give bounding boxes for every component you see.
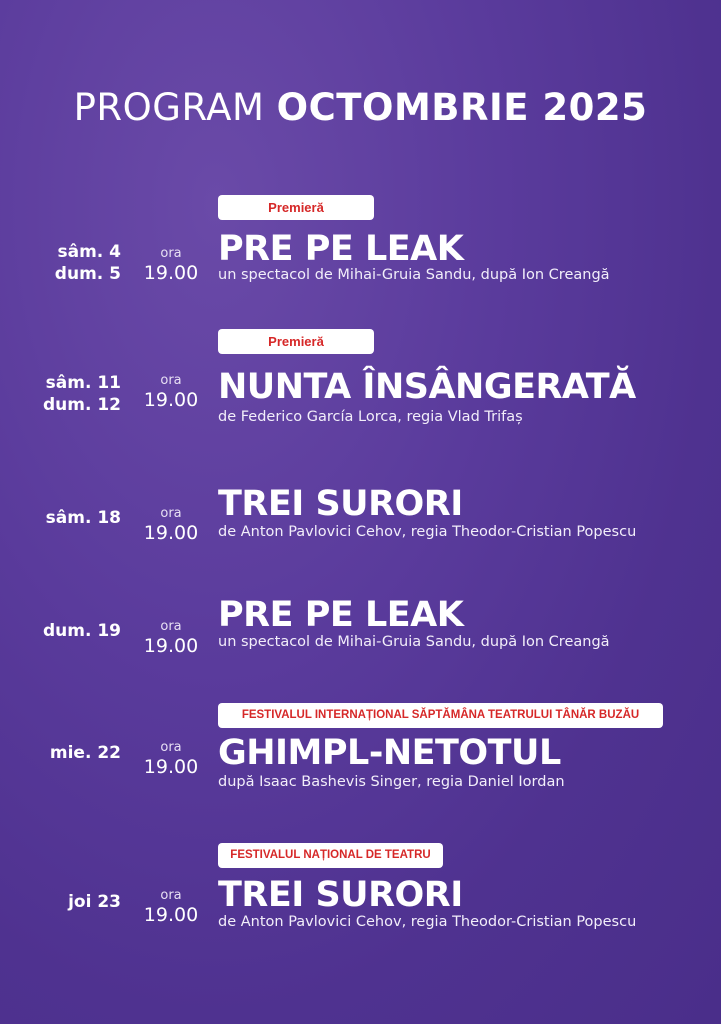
- show-title: PRE PE LEAK: [218, 229, 464, 269]
- time-label: ora: [160, 506, 182, 521]
- time-label: ora: [160, 888, 182, 903]
- event-date: dum. 5: [54, 264, 121, 284]
- show-title: TREI SURORI: [218, 484, 463, 524]
- event-time: [140, 246, 202, 284]
- show-credits: de Anton Pavlovici Cehov, regia Theodor-Cristian Popescu: [218, 914, 637, 930]
- show-credits: de Federico García Lorca, regia Vlad Trifaș: [218, 409, 523, 425]
- event-dates: [50, 742, 121, 764]
- show-credits: de Anton Pavlovici Cehov, regia Theodor-Cristian Popescu: [218, 524, 637, 540]
- event-time: [140, 506, 202, 544]
- event-date: sâm. 18: [45, 508, 121, 528]
- event-date: joi 23: [68, 892, 121, 912]
- event-item: [0, 195, 721, 305]
- event-time: [140, 888, 202, 926]
- event-item: [0, 843, 721, 953]
- time-label: ora: [160, 619, 182, 634]
- event-badge: FESTIVALUL NAȚIONAL DE TEATRU: [218, 843, 443, 868]
- time-value: 19.00: [143, 522, 199, 544]
- event-date: dum. 12: [42, 395, 121, 415]
- show-title: PRE PE LEAK: [218, 595, 464, 635]
- event-time: [140, 740, 202, 778]
- time-label: ora: [160, 246, 182, 261]
- event-dates: [43, 372, 121, 416]
- event-dates: [46, 507, 121, 529]
- show-title: GHIMPL-NETOTUL: [218, 733, 561, 773]
- show-title: NUNTA ÎNSÂNGERATĂ: [218, 367, 636, 407]
- event-item: [0, 329, 721, 439]
- event-date: sâm. 4: [57, 242, 121, 262]
- event-badge: Premieră: [218, 195, 374, 220]
- page-title: [0, 86, 721, 129]
- show-credits: după Isaac Bashevis Singer, regia Daniel Iordan: [218, 774, 565, 790]
- event-badge: Premieră: [218, 329, 374, 354]
- time-value: 19.00: [143, 904, 199, 926]
- event-badge: FESTIVALUL INTERNAȚIONAL SĂPTĂMÂNA TEATRULUI TÂNĂR BUZĂU: [218, 703, 663, 728]
- title-light: PROGRAM: [73, 86, 265, 129]
- time-value: 19.00: [143, 389, 199, 411]
- time-value: 19.00: [143, 756, 199, 778]
- event-item: [0, 484, 721, 594]
- time-value: 19.00: [143, 262, 199, 284]
- time-label: ora: [160, 740, 182, 755]
- title-bold: OCTOMBRIE 2025: [276, 86, 648, 129]
- time-value: 19.00: [143, 635, 199, 657]
- event-date: sâm. 11: [45, 373, 121, 393]
- event-item: [0, 595, 721, 705]
- time-label: ora: [160, 373, 182, 388]
- event-dates: [68, 891, 121, 913]
- event-date: dum. 19: [42, 621, 121, 641]
- show-credits: un spectacol de Mihai-Gruia Sandu, după Ion Creangă: [218, 267, 610, 283]
- event-dates: [43, 620, 121, 642]
- show-credits: un spectacol de Mihai-Gruia Sandu, după Ion Creangă: [218, 634, 610, 650]
- event-date: mie. 22: [49, 743, 121, 763]
- event-time: [140, 373, 202, 411]
- event-dates: [55, 241, 121, 285]
- event-time: [140, 619, 202, 657]
- show-title: TREI SURORI: [218, 875, 463, 915]
- event-item: [0, 703, 721, 813]
